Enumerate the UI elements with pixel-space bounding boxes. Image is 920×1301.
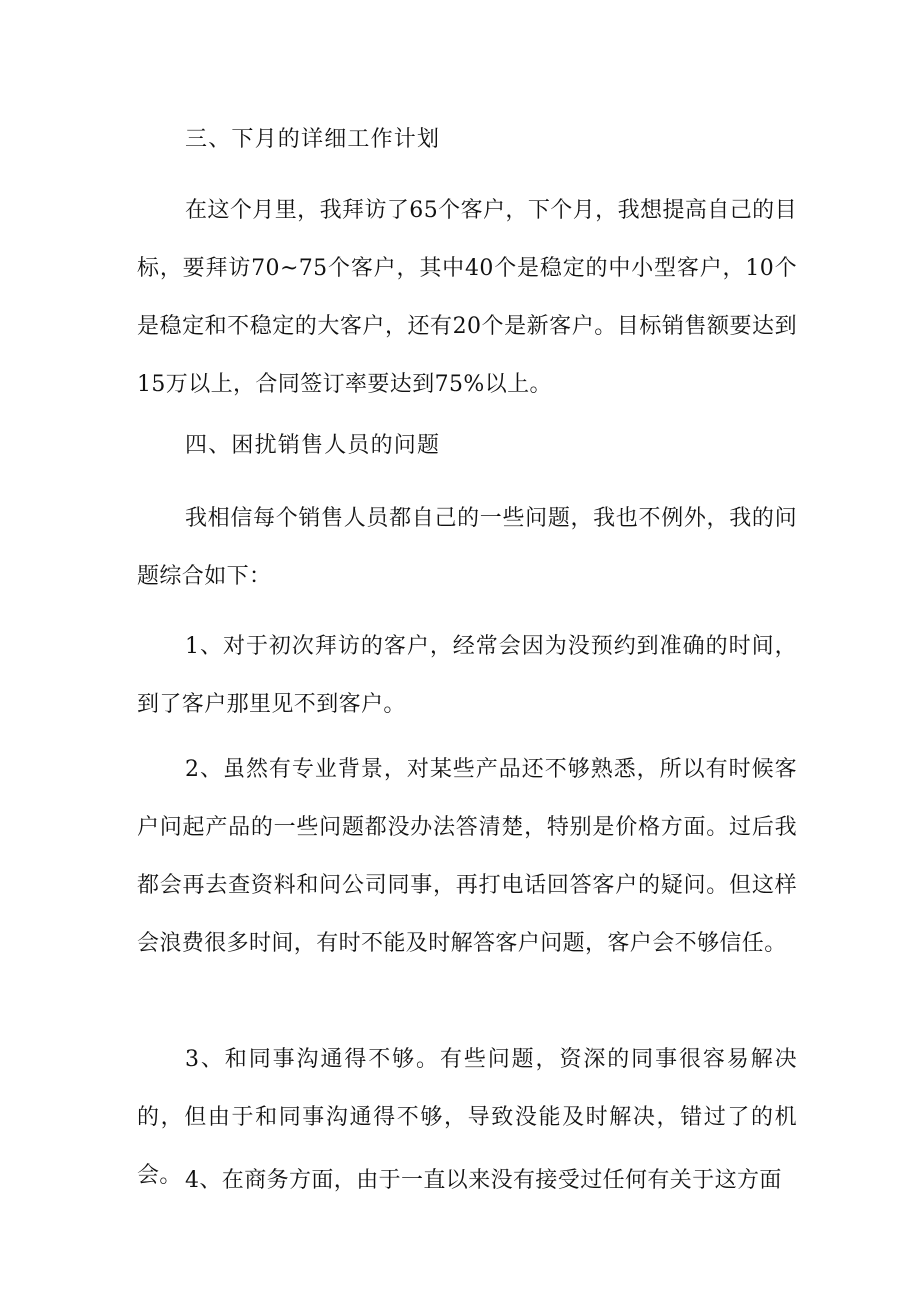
paragraph-problem-intro: 我相信每个销售人员都自己的一些问题，我也不例外，我的问题综合如下： bbox=[137, 506, 797, 589]
section-heading-next-month-plan: 三、下月的详细工作计划 bbox=[185, 127, 441, 152]
section-heading-sales-problems: 四、困扰销售人员的问题 bbox=[185, 433, 441, 458]
paragraph-problem-3: 3、和同事沟通得不够。有些问题，资深的同事很容易解决的，但由于和同事沟通得不够，导致没能及时解决，错过了的机会。 bbox=[137, 1047, 797, 1188]
paragraph-problem-2: 2、虽然有专业背景，对某些产品还不够熟悉，所以有时候客户问起产品的一些问题都没办法答清楚，特别是价格方面。过后我都会再去查资料和问公司同事，再打电话回答客户的疑问。但这样会浪费很多时间，有时不能及时解答客户问题，客户会不够信任。 bbox=[137, 757, 797, 956]
paragraph-visit-plan: 在这个月里，我拜访了65个客户，下个月，我想提高自己的目标，要拜访70~75个客户，其中40个是稳定的中小型客户，10个是稳定和不稳定的大客户，还有20个是新客户。目标销售额要达到15万以上，合同签订率要达到75%以上。 bbox=[137, 198, 797, 397]
paragraph-problem-4: 4、在商务方面，由于一直以来没有接受过任何有关于这方面 bbox=[185, 1168, 782, 1193]
paragraph-problem-1: 1、对于初次拜访的客户，经常会因为没预约到准确的时间，到了客户那里见不到客户。 bbox=[137, 634, 797, 717]
